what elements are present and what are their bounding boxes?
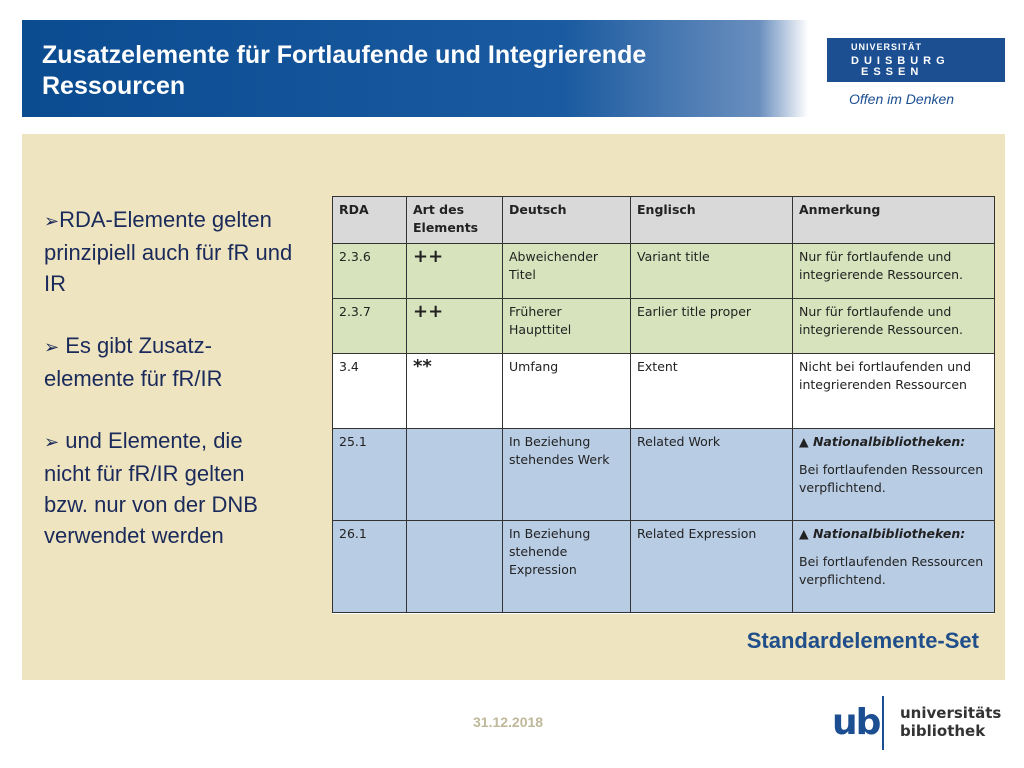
- note-text: Bei fortlaufenden Ressourcen verpflichtend.: [799, 462, 984, 495]
- cell-art: **: [407, 354, 503, 429]
- content-panel: [22, 134, 1005, 680]
- library-name-line1: universitäts: [900, 704, 1002, 722]
- cell-anmerkung: Nicht bei fortlaufenden und integrierenden Ressourcen: [793, 354, 995, 429]
- header-art: Art des Elements: [407, 197, 503, 244]
- cell-art: [407, 429, 503, 521]
- table-row: [333, 429, 995, 521]
- cell-englisch: Variant title: [631, 244, 793, 299]
- bullet-item: [44, 204, 294, 299]
- cell-art: ++: [407, 299, 503, 354]
- cell-anmerkung: [793, 429, 995, 521]
- cell-deutsch: In Beziehung stehende Expression: [503, 521, 631, 613]
- header-banner: [22, 20, 1005, 117]
- table-row: [333, 354, 995, 429]
- cell-rda: 25.1: [333, 429, 407, 521]
- table-row: [333, 521, 995, 613]
- cell-rda: 2.3.7: [333, 299, 407, 354]
- bullet-item: [44, 425, 294, 551]
- cell-englisch: Related Work: [631, 429, 793, 521]
- logo-line2: DUISBURG: [851, 55, 950, 67]
- bullet-item: [44, 330, 294, 394]
- header-anmerkung: Anmerkung: [793, 197, 995, 244]
- header-rda: RDA: [333, 197, 407, 244]
- cell-art: ++: [407, 244, 503, 299]
- logo-line1: UNIVERSITÄT: [851, 42, 923, 52]
- cell-rda: 3.4: [333, 354, 407, 429]
- cell-anmerkung: [793, 521, 995, 613]
- cell-englisch: Earlier title proper: [631, 299, 793, 354]
- logo-divider: [882, 696, 884, 750]
- rda-table: [332, 196, 995, 613]
- note-text: Bei fortlaufenden Ressourcen verpflichtend.: [799, 554, 984, 587]
- logo-line3: ESSEN: [861, 66, 924, 78]
- cell-anmerkung: Nur für fortlaufende und integrierende Ressourcen.: [793, 244, 995, 299]
- cell-rda: 2.3.6: [333, 244, 407, 299]
- note-heading: ▲ Nationalbibliotheken:: [799, 434, 966, 449]
- arrow-icon: ➢: [44, 432, 60, 452]
- header-englisch: Englisch: [631, 197, 793, 244]
- library-logo: [832, 696, 1002, 752]
- table-header-row: [333, 197, 995, 244]
- logo-slogan: Offen im Denken: [849, 91, 955, 107]
- bullet-text: RDA-Elemente gelten prinzipiell auch für fR und IR: [44, 207, 293, 296]
- cell-deutsch: Früherer Haupttitel: [503, 299, 631, 354]
- cell-deutsch: In Beziehung stehendes Werk: [503, 429, 631, 521]
- bullet-list: [44, 204, 294, 582]
- note-heading: ▲ Nationalbibliotheken:: [799, 526, 966, 541]
- ub-mark: ub: [832, 702, 880, 743]
- cell-englisch: Related Expression: [631, 521, 793, 613]
- cell-deutsch: Umfang: [503, 354, 631, 429]
- rda-table-wrapper: [332, 196, 994, 614]
- library-name-line2: bibliothek: [900, 722, 986, 740]
- bullet-text: Es gibt Zusatz-elemente für fR/IR: [44, 333, 223, 391]
- university-logo: [827, 20, 1007, 117]
- cell-deutsch: Abweichender Titel: [503, 244, 631, 299]
- bullet-text: und Elemente, die nicht für fR/IR gelten bzw. nur von der DNB verwendet werden: [44, 428, 258, 548]
- page-title: Zusatzelemente für Fortlaufende und Integrierende Ressourcen: [42, 41, 647, 100]
- cell-rda: 26.1: [333, 521, 407, 613]
- arrow-icon: ➢: [44, 337, 60, 357]
- table-row: [333, 244, 995, 299]
- cell-englisch: Extent: [631, 354, 793, 429]
- table-caption: Standardelemente-Set: [746, 628, 979, 653]
- header-deutsch: Deutsch: [503, 197, 631, 244]
- footer-date: 31.12.2018: [473, 714, 544, 730]
- cell-anmerkung: Nur für fortlaufende und integrierende Ressourcen.: [793, 299, 995, 354]
- arrow-icon: ➢: [44, 211, 60, 231]
- table-row: [333, 299, 995, 354]
- cell-art: [407, 521, 503, 613]
